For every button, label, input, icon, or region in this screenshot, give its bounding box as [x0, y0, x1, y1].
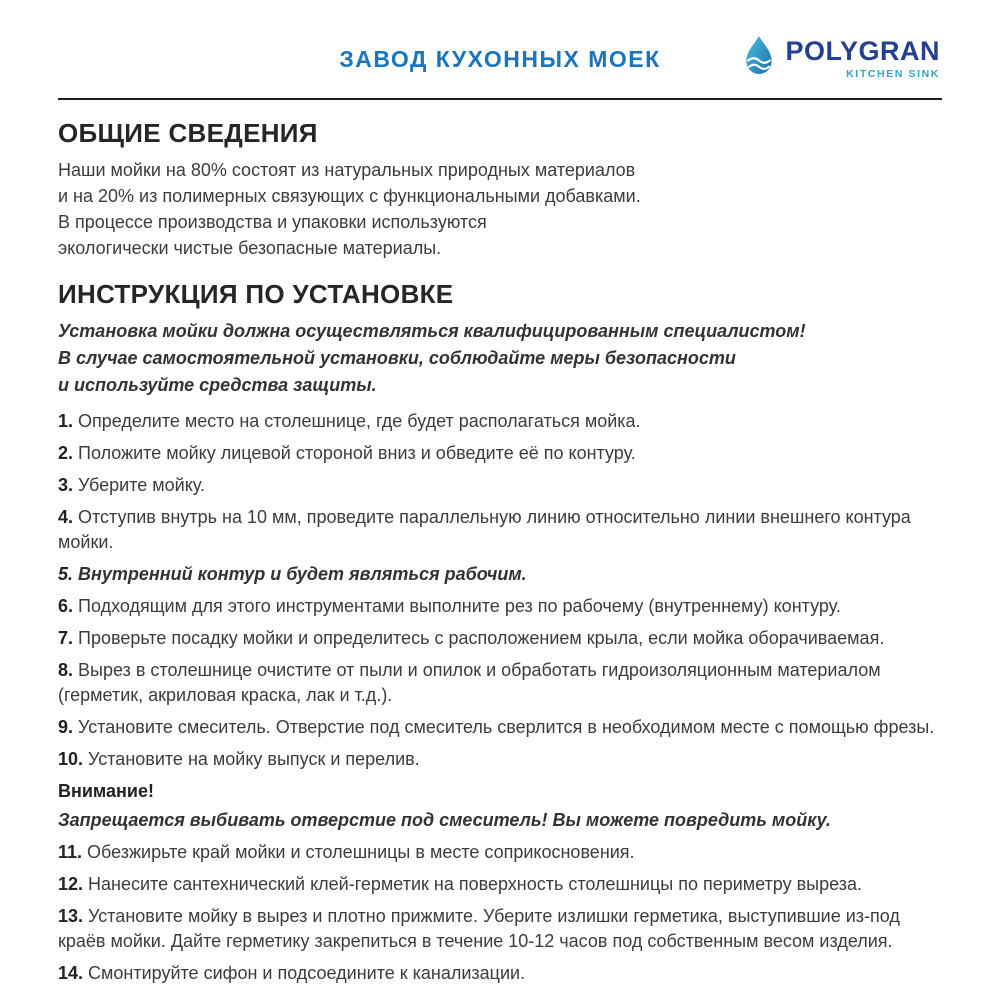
water-drop-waves-icon [741, 34, 777, 83]
step-number: 11. [58, 842, 83, 862]
general-heading: ОБЩИЕ СВЕДЕНИЯ [58, 118, 318, 148]
attention-title: Внимание! [58, 781, 154, 801]
logo-brand: POLYGRAN [785, 35, 940, 66]
step-item: 4. Отступив внутрь на 10 мм, проведите параллельную линию относительно линии внешнего контура мойки. [58, 507, 911, 552]
step-item: 7. Проверьте посадку мойки и определитесь с расположением крыла, если мойка оборачиваемая. [58, 628, 885, 648]
step-item: 11. Обезжирьте край мойки и столешницы в месте соприкосновения. [58, 842, 635, 862]
step-item: 12. Нанесите сантехнический клей-герметик на поверхность столешницы по периметру выреза. [58, 874, 863, 894]
step-number: 3. [58, 475, 74, 495]
step-number: 5. [58, 564, 74, 584]
header [58, 22, 942, 94]
step-item: 10. Установите на мойку выпуск и перелив. [58, 749, 420, 769]
step-item: 1. Определите место на столешнице, где будет располагаться мойка. [58, 411, 641, 431]
general-text-line: Наши мойки на 80% состоят из натуральных природных материалов [58, 160, 636, 180]
step-number: 13. [58, 906, 84, 926]
step-item: 3. Уберите мойку. [58, 475, 206, 495]
step-item: 9. Установите смеситель. Отверстие под смеситель сверлится в необходимом месте с помощью фрезы. [58, 717, 935, 737]
section-general [58, 118, 942, 261]
step-number: 7. [58, 628, 74, 648]
install-intro-line: Установка мойки должна осуществляться квалифицированным специалистом! [58, 321, 806, 341]
header-title: ЗАВОД КУХОННЫХ МОЕК [339, 46, 661, 72]
logo-text [785, 35, 940, 80]
step-number: 2. [58, 443, 74, 463]
step-number: 9. [58, 717, 74, 737]
step-item: 5. Внутренний контур и будет являться рабочим. [58, 564, 527, 584]
step-number: 14. [58, 963, 84, 983]
general-text-line: экологически чистые безопасные материалы. [58, 238, 442, 258]
brand-logo [741, 34, 940, 83]
step-item: 13. Установите мойку в вырез и плотно прижмите. Уберите излишки герметика, выступившие из-под краёв мойки. Дайте герметику закрепиться в течение 10-12 часов под собственным весом изделия. [58, 906, 900, 951]
section-installation [58, 279, 942, 986]
header-divider [58, 98, 942, 100]
step-number: 4. [58, 507, 74, 527]
step-item: 6. Подходящим для этого инструментами выполните рез по рабочему (внутреннему) контуру. [58, 596, 841, 616]
step-number: 12. [58, 874, 84, 894]
install-intro-line: и используйте средства защиты. [58, 375, 377, 395]
install-intro [58, 318, 942, 399]
step-item: 8. Вырез в столешнице очистите от пыли и опилок и обработать гидроизоляционным материалом (герметик, акриловая краска, лак и т.д.). [58, 660, 881, 705]
step-item: 2. Положите мойку лицевой стороной вниз и обведите её по контуру. [58, 443, 636, 463]
step-number: 8. [58, 660, 74, 680]
step-number: 1. [58, 411, 74, 431]
general-text-line: и на 20% из полимерных связующих с функциональными добавками. [58, 186, 641, 206]
install-intro-line: В случае самостоятельной установки, соблюдайте меры безопасности [58, 348, 736, 368]
general-body [58, 157, 942, 261]
step-item: 14. Смонтируйте сифон и подсоедините к канализации. [58, 963, 526, 983]
step-number: 10. [58, 749, 84, 769]
general-text-line: В процессе производства и упаковки используются [58, 212, 487, 232]
step-number: 6. [58, 596, 74, 616]
install-steps-list [58, 409, 942, 986]
logo-subtitle: KITCHEN SINK [846, 67, 940, 80]
warning-text: Запрещается выбивать отверстие под смеситель! Вы можете повредить мойку. [58, 810, 831, 830]
install-heading: ИНСТРУКЦИЯ ПО УСТАНОВКЕ [58, 279, 454, 309]
